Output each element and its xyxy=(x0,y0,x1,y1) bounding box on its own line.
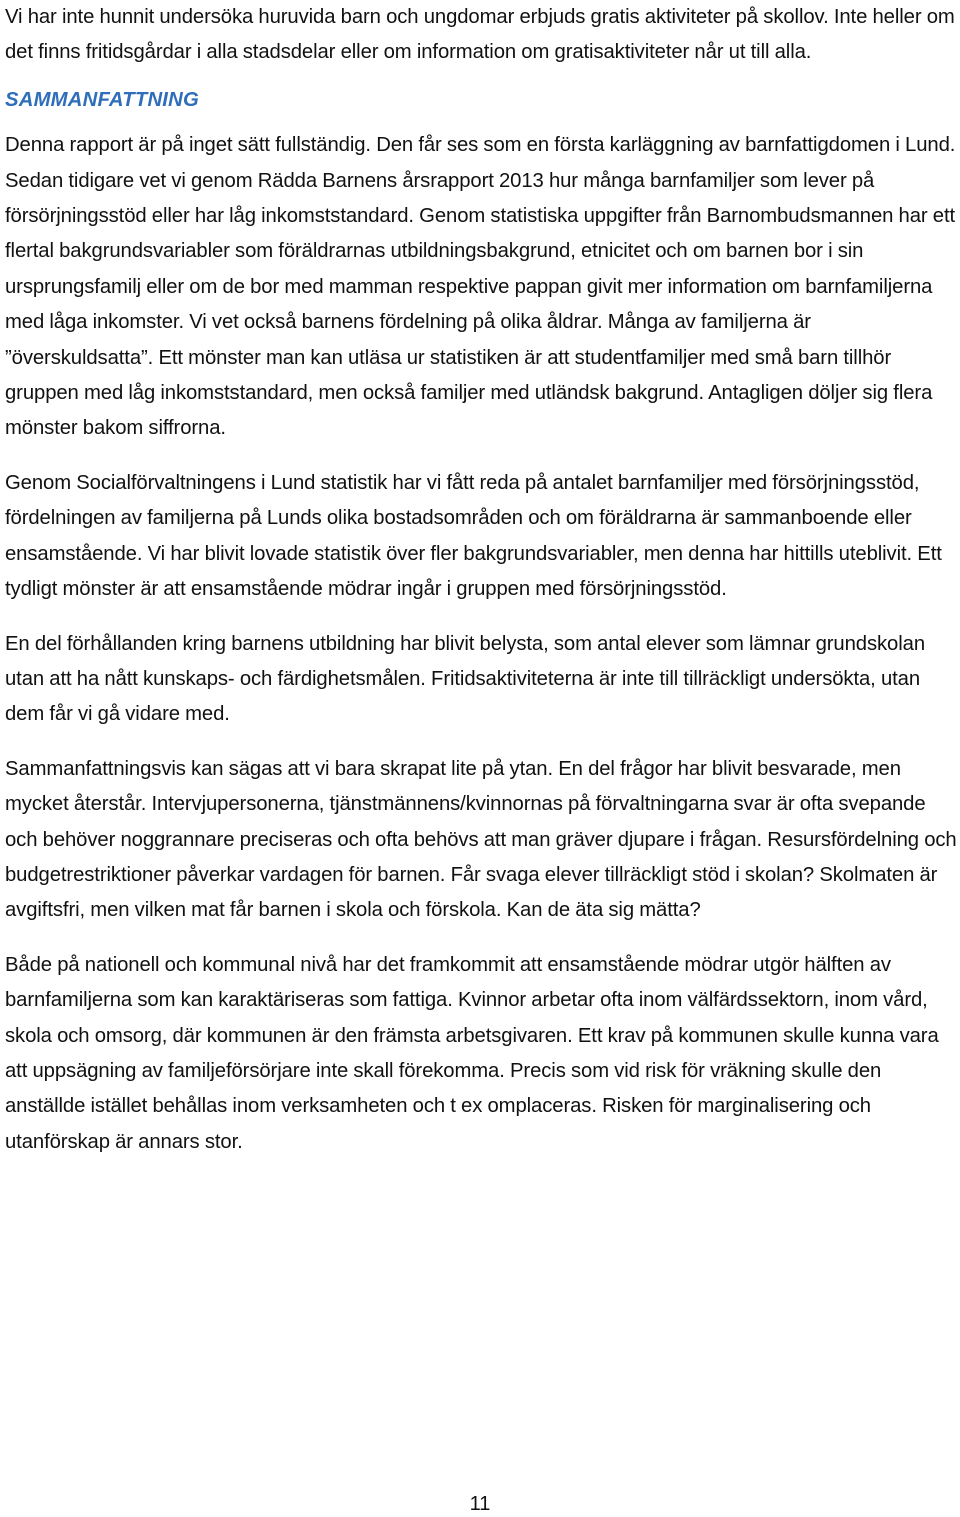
document-body xyxy=(5,0,957,1160)
paragraph-summary-5: Både på nationell och kommunal nivå har det framkommit att ensamstående mödrar utgör hälften av barnfamiljerna som kan karaktäriseras som fattiga. Kvinnor arbetar ofta inom välfärdssektorn, inom vård, skola och omsorg, där kommunen är den främsta arbetsgivaren. Ett krav på kommunen skulle kunna vara att uppsägning av familjeförsörjare inte skall förekomma. Precis som vid risk för vräkning skulle den anställde istället behållas inom verksamheten och t ex omplaceras. Risken för marginalisering och utanförskap är annars stor. xyxy=(5,953,939,1153)
intro-paragraph: Vi har inte hunnit undersöka huruvida barn och ungdomar erbjuds gratis aktiviteter på skollov. Inte heller om det finns fritidsgårdar i alla stadsdelar eller om information om gratisaktiviteter når ut till alla. xyxy=(5,6,955,64)
paragraph-summary-1: Denna rapport är på inget sätt fullständig. Den får ses som en första karläggning av barnfattigdomen i Lund. Sedan tidigare vet vi genom Rädda Barnens årsrapport 2013 hur många barnfamiljer som lever på försörjningsstöd eller har låg inkomststandard. Genom statistiska uppgifter från Barnombudsmannen har ett flertal bakgrundsvariabler som föräldrarnas utbildningsbakgrund, etnicitet och om barnen bor i sin ursprungsfamilj eller om de bor med mamman respektive pappan givit mer information om barnfamiljerna med låga inkomster. Vi vet också barnens fördelning på olika åldrar. Många av familjerna är ”överskuldsatta”. Ett mönster man kan utläsa ur statistiken är att studentfamiljer med små barn tillhör gruppen med låg inkomststandard, men också familjer med utländsk bakgrund. Antagligen döljer sig flera mönster bakom siffrorna. xyxy=(5,134,956,440)
section-heading: SAMMANFATTNING xyxy=(5,88,199,111)
page-number: 11 xyxy=(469,1493,491,1515)
paragraph-summary-3: En del förhållanden kring barnens utbildning har blivit belysta, som antal elever som lämnar grundskolan utan att ha nått kunskaps- och färdighetsmålen. Fritidsaktiviteterna är inte till tillräckligt undersökta, utan dem får vi gå vidare med. xyxy=(5,632,925,726)
paragraph-summary-2: Genom Socialförvaltningens i Lund statistik har vi fått reda på antalet barnfamiljer med försörjningsstöd, fördelningen av familjerna på Lunds olika bostadsområden och om föräldrarna är sammanboende eller ensamstående. Vi har blivit lovade statistik över fler bakgrundsvariabler, men denna har hittills uteblivit. Ett tydligt mönster är att ensamstående mödrar ingår i gruppen med försörjningsstöd. xyxy=(5,471,942,601)
paragraph-summary-4: Sammanfattningsvis kan sägas att vi bara skrapat lite på ytan. En del frågor har blivit besvarade, men mycket återstår. Intervjupersonerna, tjänstmännens/kvinnornas på förvaltningarna svar är ofta svepande och behöver noggrannare preciseras och ofta behövs att man gräver djupare i frågan. Resursfördelning och budgetrestriktioner påverkar vardagen för barnen. Får svaga elever tillräckligt stöd i skolan? Skolmaten är avgiftsfri, men vilken mat får barnen i skola och förskola. Kan de äta sig mätta? xyxy=(5,757,957,922)
